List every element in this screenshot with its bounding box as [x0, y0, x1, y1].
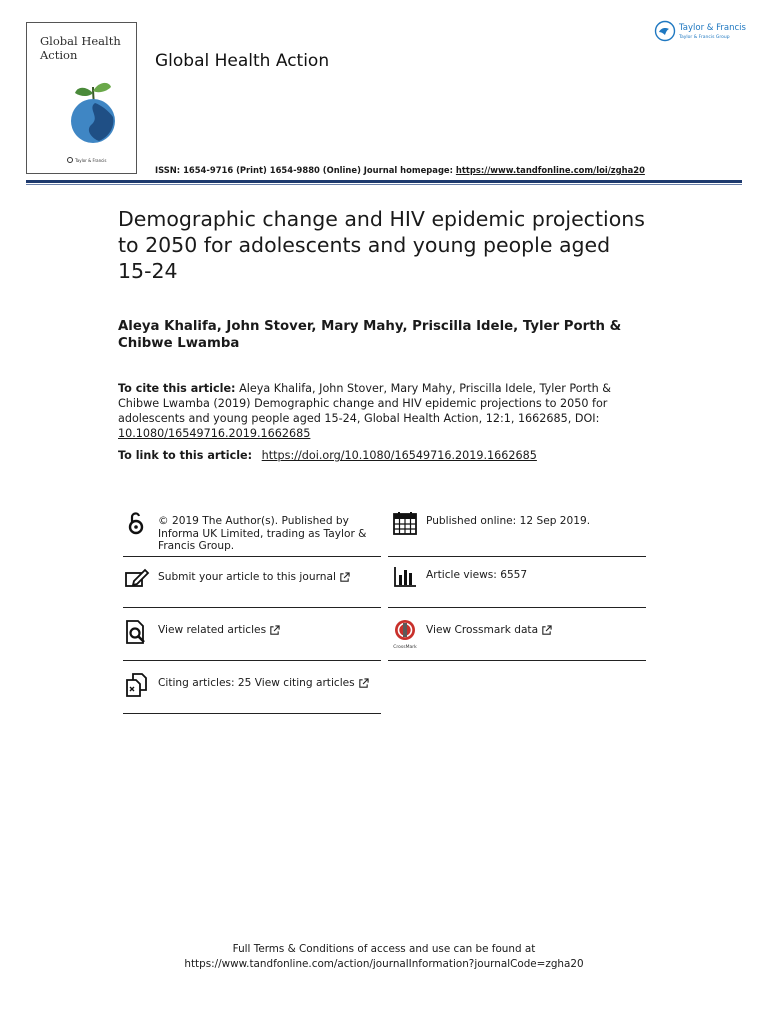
cover-globe-sprout-icon: [65, 79, 121, 147]
article-link-block: [118, 449, 638, 462]
cover-title: Global Health Action: [40, 34, 121, 62]
cite-label: To cite this article:: [118, 382, 236, 395]
journal-homepage-link[interactable]: https://www.tandfonline.com/loi/zgha20: [455, 165, 645, 175]
external-link-icon: [339, 572, 350, 583]
issn-line: [155, 165, 645, 175]
article-doi-link[interactable]: https://doi.org/10.1080/16549716.2019.1662685: [261, 449, 537, 462]
footer-terms-link[interactable]: https://www.tandfonline.com/action/journalInformation?journalCode=zgha20: [184, 958, 584, 970]
submit-article-cell[interactable]: [124, 566, 384, 592]
grid-divider: [388, 556, 646, 557]
crossmark-icon: [393, 619, 417, 641]
article-title: Demographic change and HIV epidemic projections to 2050 for adolescents and young people aged 15-24: [118, 207, 645, 283]
grid-divider: [123, 556, 381, 557]
license-text: © 2019 The Author(s). Published by Informa UK Limited, trading as Taylor & Francis Group.: [158, 515, 367, 552]
header-divider-thin: [26, 184, 742, 185]
grid-divider: [388, 660, 646, 661]
publisher-mini-logo-icon: [67, 157, 73, 163]
related-search-icon: [124, 619, 150, 645]
header-divider: [26, 180, 742, 183]
link-label: To link to this article:: [118, 449, 253, 462]
taylor-francis-logo-icon: [654, 20, 676, 42]
published-cell: [392, 510, 648, 536]
published-text: Published online: 12 Sep 2019.: [426, 515, 591, 527]
article-views-cell: [392, 564, 648, 590]
bar-chart-icon: [392, 564, 418, 590]
publisher-logo-group: Taylor & Francis Group: [679, 35, 730, 40]
grid-divider: [123, 713, 381, 714]
crossmark-label: CrossMark: [393, 645, 417, 650]
article-authors: Aleya Khalifa, John Stover, Mary Mahy, Priscilla Idele, Tyler Porth & Chibwe Lwamba: [118, 319, 622, 351]
edit-icon: [124, 566, 150, 592]
grid-divider: [388, 607, 646, 608]
cite-doi-link[interactable]: 10.1080/16549716.2019.1662685: [118, 427, 311, 440]
related-articles-cell[interactable]: [124, 619, 384, 645]
issn-text: ISSN: 1654-9716 (Print) 1654-9880 (Online) Journal homepage:: [155, 165, 453, 175]
external-link-icon: [269, 625, 280, 636]
article-views-text: Article views: 6557: [426, 569, 528, 581]
citing-articles-icon: [124, 672, 150, 698]
footer-terms-text: Full Terms & Conditions of access and use can be found at: [232, 943, 536, 955]
open-access-icon: [124, 510, 150, 536]
external-link-icon: [541, 625, 552, 636]
crossmark-badge: [392, 619, 418, 650]
journal-name: Global Health Action: [155, 51, 330, 71]
related-articles-link[interactable]: View related articles: [158, 624, 267, 636]
cover-publisher: Taylor & Francis: [67, 157, 107, 163]
taylor-francis-logo[interactable]: [654, 20, 746, 42]
citing-articles-link[interactable]: Citing articles: 25 View citing articles: [158, 677, 355, 689]
license-cell: [124, 510, 384, 553]
citing-articles-cell[interactable]: [124, 672, 384, 698]
submit-article-link[interactable]: Submit your article to this journal: [158, 571, 336, 583]
grid-divider: [123, 607, 381, 608]
citation-block: [118, 381, 618, 441]
footer: [0, 942, 768, 972]
journal-cover: [26, 22, 137, 174]
crossmark-cell[interactable]: [392, 619, 648, 650]
crossmark-link[interactable]: View Crossmark data: [426, 624, 539, 636]
grid-divider: [123, 660, 381, 661]
external-link-icon: [358, 678, 369, 689]
cite-text: Aleya Khalifa, John Stover, Mary Mahy, Priscilla Idele, Tyler Porth & Chibwe Lwamba (2019) Demographic change and HIV epidemic projections to 2050 for adolescents and young people aged 15-24, Global Health Action, 12:1, 1662685, DOI:: [118, 382, 611, 425]
calendar-icon: [392, 510, 418, 536]
publisher-logo-name: Taylor & Francis: [679, 23, 746, 33]
